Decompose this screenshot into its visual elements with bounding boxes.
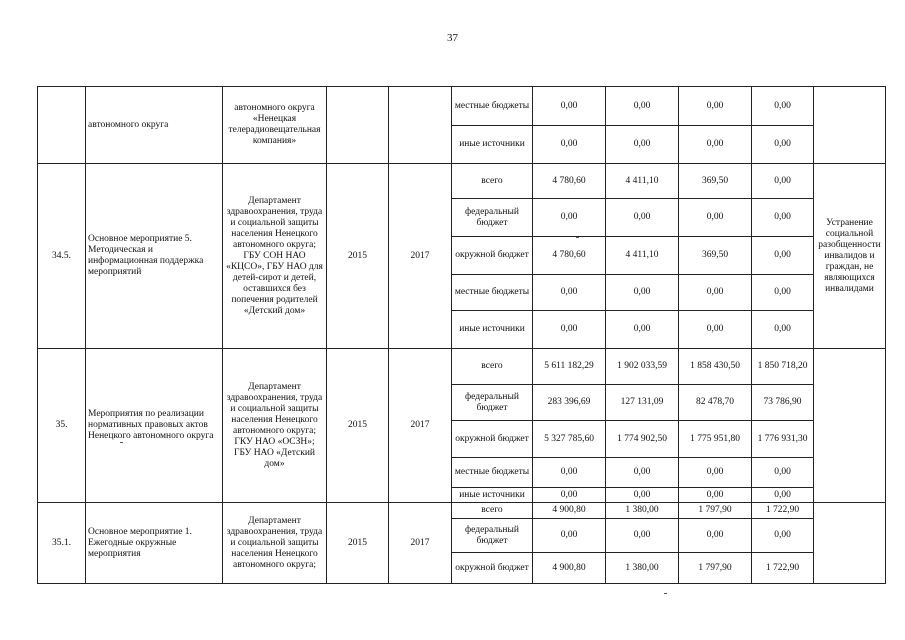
amount-2016: 369,50: [679, 164, 752, 199]
amount-total: 0,00: [533, 87, 606, 126]
funding-source: местные бюджеты: [452, 87, 533, 126]
executor-text: Департамент здравоохранения, труда и социальной защиты населения Ненецкого автономного округа; ГКУ НАО «ОСЗН»; ГБУ НАО «Детский дом»: [223, 349, 327, 503]
amount-total: 283 396,69: [533, 385, 606, 421]
amount-total: 0,00: [533, 126, 606, 164]
amount-2015: 0,00: [606, 488, 679, 503]
scan-mark: [576, 237, 579, 238]
amount-2017: 1 850 718,20: [752, 349, 814, 385]
amount-2017: 1 776 931,30: [752, 421, 814, 458]
funding-source: федеральный бюджет: [452, 385, 533, 421]
amount-2017: 0,00: [752, 126, 814, 164]
amount-2016: 0,00: [679, 311, 752, 349]
amount-2016: 1 775 951,80: [679, 421, 752, 458]
item-number: 35.1.: [38, 503, 86, 584]
amount-total: 4 900,80: [533, 503, 606, 519]
amount-total: 4 900,80: [533, 553, 606, 584]
amount-total: 0,00: [533, 458, 606, 488]
executor-text: автономного округа «Ненецкая телерадиовещательная компания»: [223, 87, 327, 164]
funding-source: всего: [452, 349, 533, 385]
amount-2015: 1 380,00: [606, 503, 679, 519]
amount-2017: 1 722,90: [752, 553, 814, 584]
amount-2015: 127 131,09: [606, 385, 679, 421]
amount-2016: 0,00: [679, 458, 752, 488]
amount-total: 0,00: [533, 199, 606, 237]
funding-source: окружной бюджет: [452, 553, 533, 584]
budget-table: [37, 86, 886, 584]
amount-2017: 0,00: [752, 488, 814, 503]
amount-2017: 0,00: [752, 458, 814, 488]
page-number: 37: [447, 32, 458, 44]
expected-result: [814, 87, 886, 164]
amount-2016: 0,00: [679, 519, 752, 553]
funding-source: всего: [452, 503, 533, 519]
amount-2015: 1 774 902,50: [606, 421, 679, 458]
executor-text: Департамент здравоохранения, труда и социальной защиты населения Ненецкого автономного округа; ГБУ СОН НАО «КЦСО», ГБУ НАО для детей-сирот и детей, оставшихся без попечения родителей «Детский дом»: [223, 164, 327, 349]
amount-2017: 0,00: [752, 275, 814, 311]
funding-source: всего: [452, 164, 533, 199]
amount-2015: 1 380,00: [606, 553, 679, 584]
amount-total: 5 327 785,60: [533, 421, 606, 458]
scan-mark: [120, 442, 123, 443]
executor-text: Департамент здравоохранения, труда и социальной защиты населения Ненецкого автономного округа;: [223, 503, 327, 584]
item-number: 34.5.: [38, 164, 86, 349]
amount-total: 0,00: [533, 488, 606, 503]
amount-2015: 1 902 033,59: [606, 349, 679, 385]
item-number: [38, 87, 86, 164]
table-row: [38, 164, 886, 199]
amount-2015: 0,00: [606, 458, 679, 488]
scan-mark: [664, 593, 667, 594]
amount-2017: 0,00: [752, 164, 814, 199]
table-row: [38, 349, 886, 385]
amount-total: 4 780,60: [533, 237, 606, 275]
amount-2015: 0,00: [606, 87, 679, 126]
amount-2015: 4 411,10: [606, 237, 679, 275]
amount-2016: 82 478,70: [679, 385, 752, 421]
amount-2017: 0,00: [752, 311, 814, 349]
funding-source: иные источники: [452, 311, 533, 349]
funding-source: федеральный бюджет: [452, 519, 533, 553]
amount-2016: 0,00: [679, 87, 752, 126]
amount-2017: 73 786,90: [752, 385, 814, 421]
funding-source: иные источники: [452, 126, 533, 164]
item-number: 35.: [38, 349, 86, 503]
table-row: [38, 503, 886, 519]
activity-name: Основное мероприятие 1. Ежегодные окружные мероприятия: [86, 503, 223, 584]
amount-2016: 1 858 430,50: [679, 349, 752, 385]
amount-2015: 4 411,10: [606, 164, 679, 199]
amount-2015: 0,00: [606, 199, 679, 237]
amount-2016: 369,50: [679, 237, 752, 275]
amount-2015: 0,00: [606, 311, 679, 349]
amount-2016: 1 797,90: [679, 553, 752, 584]
activity-name: Основное мероприятие 5. Методическая и информационная поддержка мероприятий: [86, 164, 223, 349]
amount-2016: 0,00: [679, 275, 752, 311]
funding-source: местные бюджеты: [452, 275, 533, 311]
amount-2016: 1 797,90: [679, 503, 752, 519]
end-year: [389, 87, 452, 164]
funding-source: окружной бюджет: [452, 421, 533, 458]
funding-source: местные бюджеты: [452, 458, 533, 488]
amount-2016: 0,00: [679, 488, 752, 503]
amount-total: 5 611 182,29: [533, 349, 606, 385]
amount-2017: 0,00: [752, 87, 814, 126]
expected-result: [814, 349, 886, 503]
amount-2017: 0,00: [752, 237, 814, 275]
activity-name: автономного округа: [86, 87, 223, 164]
funding-source: окружной бюджет: [452, 237, 533, 275]
amount-2017: 1 722,90: [752, 503, 814, 519]
funding-source: иные источники: [452, 488, 533, 503]
amount-total: 4 780,60: [533, 164, 606, 199]
end-year: 2017: [389, 503, 452, 584]
funding-source: федеральный бюджет: [452, 199, 533, 237]
start-year: [327, 87, 389, 164]
amount-2016: 0,00: [679, 126, 752, 164]
amount-2015: 0,00: [606, 519, 679, 553]
activity-name: Мероприятия по реализации нормативных правовых актов Ненецкого автономного округа: [86, 349, 223, 503]
start-year: 2015: [327, 164, 389, 349]
amount-total: 0,00: [533, 275, 606, 311]
expected-result: Устранение социальной разобщенности инвалидов и граждан, не являющихся инвалидами: [814, 164, 886, 349]
end-year: 2017: [389, 349, 452, 503]
amount-total: 0,00: [533, 311, 606, 349]
amount-2015: 0,00: [606, 275, 679, 311]
amount-total: 0,00: [533, 519, 606, 553]
start-year: 2015: [327, 503, 389, 584]
table-row: [38, 87, 886, 126]
amount-2017: 0,00: [752, 199, 814, 237]
amount-2016: 0,00: [679, 199, 752, 237]
amount-2017: 0,00: [752, 519, 814, 553]
start-year: 2015: [327, 349, 389, 503]
expected-result: [814, 503, 886, 584]
end-year: 2017: [389, 164, 452, 349]
amount-2015: 0,00: [606, 126, 679, 164]
